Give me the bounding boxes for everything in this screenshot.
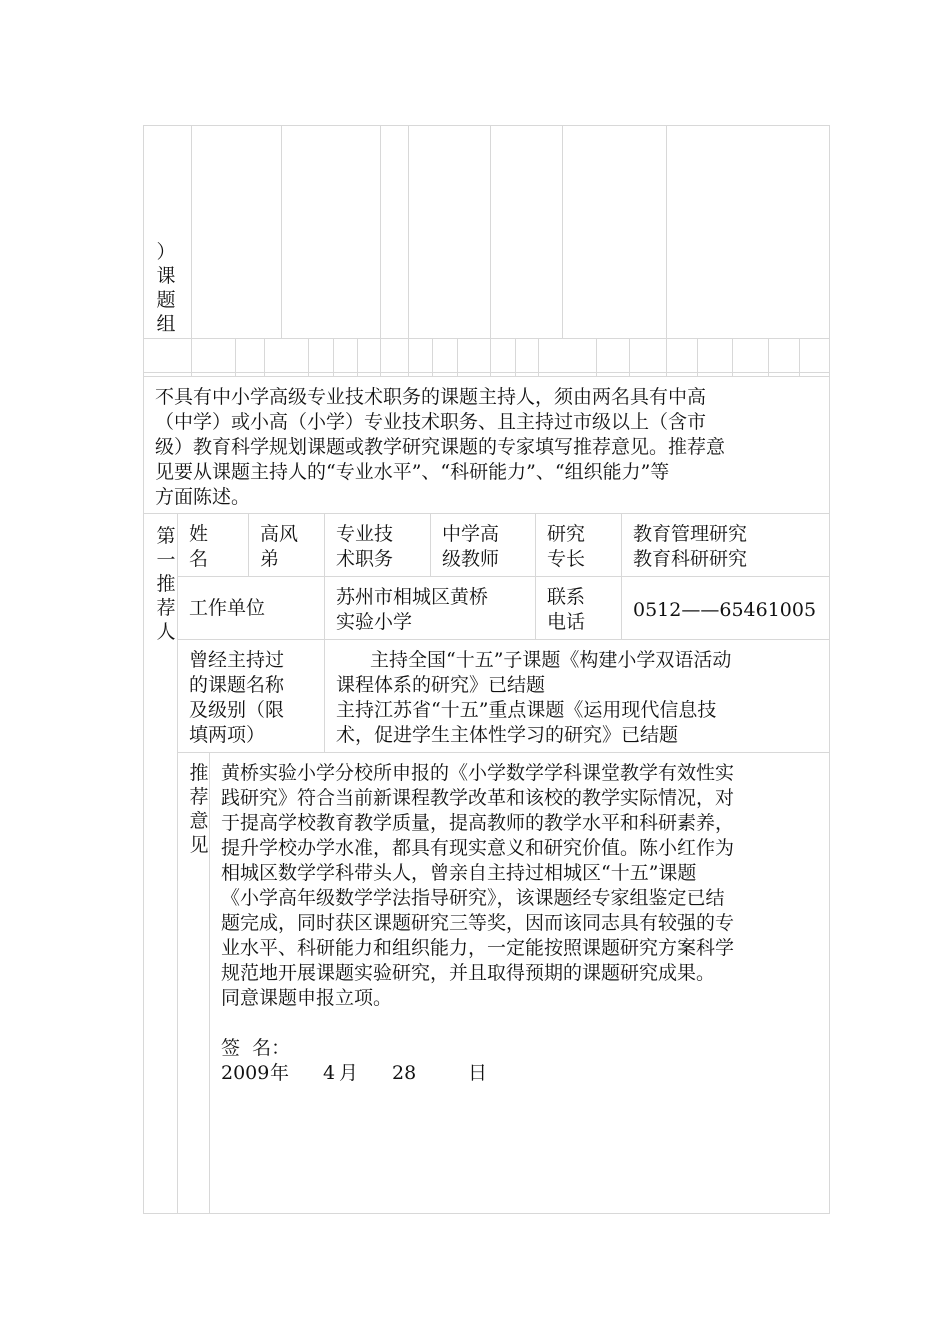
name-value: 高风 bbox=[260, 523, 299, 545]
specialty-label: 研究 bbox=[547, 523, 586, 545]
project-line: 术，促进学生主体性学习的研究》已结题 bbox=[336, 724, 679, 746]
col-line bbox=[191, 125, 192, 376]
project-line: 课程体系的研究》已结题 bbox=[336, 674, 546, 696]
label-char: 见 bbox=[189, 834, 209, 856]
col-line bbox=[324, 513, 325, 752]
label-char: 推 bbox=[189, 762, 209, 784]
opinion-line: 相城区数学学科带头人，曾亲自主持过相城区“十五”课题 bbox=[221, 862, 697, 884]
row-divider bbox=[177, 752, 830, 753]
label-char: 推 bbox=[156, 573, 176, 595]
projects-label: 填两项） bbox=[189, 724, 266, 746]
research-group-label bbox=[155, 240, 177, 336]
col-line bbox=[380, 125, 381, 338]
col-line bbox=[235, 338, 236, 376]
name-label: 姓 bbox=[189, 523, 209, 545]
table-border-right bbox=[829, 125, 830, 1214]
opinion-line: 题完成，同时获区课题研究三等奖，因而该同志具有较强的专 bbox=[221, 912, 735, 934]
specialty-value: 教育管理研究 bbox=[633, 523, 748, 545]
title-value: 级教师 bbox=[442, 548, 500, 570]
opinion-line: 同意课题申报立项。 bbox=[221, 987, 393, 1009]
label-char: 题 bbox=[156, 289, 176, 311]
col-line bbox=[408, 125, 409, 376]
name-value: 弟 bbox=[260, 548, 280, 570]
note-line: （中学）或小高（小学）专业技术职务、且主持过市级以上（含市 bbox=[155, 411, 707, 433]
specialty-value: 教育科研研究 bbox=[633, 548, 748, 570]
note-line: 见要从课题主持人的“专业水平”、“科研能力”、“组织能力”等 bbox=[155, 461, 670, 483]
date-month-unit: 月 bbox=[339, 1062, 359, 1084]
col-line bbox=[697, 338, 698, 376]
col-line bbox=[177, 513, 178, 1213]
note-line: 方面陈述。 bbox=[155, 486, 251, 508]
opinion-label bbox=[188, 761, 210, 857]
col-line bbox=[562, 125, 563, 338]
col-line bbox=[629, 338, 630, 376]
date-day-unit: 日 bbox=[468, 1062, 488, 1084]
label-char: 课 bbox=[156, 265, 176, 287]
col-line bbox=[248, 513, 249, 576]
date-month: 4 bbox=[323, 1062, 336, 1084]
col-line bbox=[281, 125, 282, 338]
col-line bbox=[380, 338, 381, 376]
label-char: 人 bbox=[156, 621, 176, 643]
opinion-line: 践研究》符合当前新课程教学改革和该校的教学实际情况，对 bbox=[221, 787, 735, 809]
projects-label: 及级别（限 bbox=[189, 699, 285, 721]
col-line bbox=[333, 338, 334, 376]
projects-label: 曾经主持过 bbox=[189, 649, 285, 671]
col-line bbox=[515, 338, 516, 376]
col-line bbox=[621, 513, 622, 639]
unit-value: 实验小学 bbox=[336, 611, 413, 633]
label-char: 一 bbox=[156, 549, 176, 571]
col-line bbox=[357, 338, 358, 376]
project-line: 主持江苏省“十五”重点课题《运用现代信息技 bbox=[336, 699, 717, 721]
col-line bbox=[308, 338, 309, 376]
col-line bbox=[666, 125, 667, 376]
col-line bbox=[457, 338, 458, 376]
projects-label: 的课题名称 bbox=[189, 674, 285, 696]
col-line bbox=[432, 338, 433, 376]
unit-label: 工作单位 bbox=[189, 597, 266, 619]
col-line bbox=[799, 338, 800, 376]
label-char: ） bbox=[156, 241, 176, 263]
project-line: 主持全国“十五”子课题《构建小学双语活动 bbox=[370, 649, 732, 671]
title-value: 中学高 bbox=[442, 523, 500, 545]
col-line bbox=[538, 338, 539, 376]
unit-value: 苏州市相城区黄桥 bbox=[336, 586, 489, 608]
opinion-line: 业水平、科研能力和组织能力，一定能按照课题研究方案科学 bbox=[221, 937, 735, 959]
date-year: 2009 bbox=[221, 1062, 270, 1084]
title-label: 专业技 bbox=[336, 523, 394, 545]
col-line bbox=[264, 338, 265, 376]
table-section-divider bbox=[143, 376, 830, 377]
col-line bbox=[768, 338, 769, 376]
row-divider bbox=[177, 576, 830, 577]
table-row-divider bbox=[143, 338, 830, 339]
phone-label: 联系 bbox=[547, 586, 586, 608]
table-row-divider bbox=[143, 372, 830, 373]
note-line: 级）教育科学规划课题或教学研究课题的专家填写推荐意见。推荐意 bbox=[155, 436, 726, 458]
col-line bbox=[732, 338, 733, 376]
col-line bbox=[535, 513, 536, 639]
col-line bbox=[596, 338, 597, 376]
label-char: 第 bbox=[156, 525, 176, 547]
label-char: 组 bbox=[156, 313, 176, 335]
phone-label: 电话 bbox=[547, 611, 586, 633]
title-label: 术职务 bbox=[336, 548, 394, 570]
label-char: 荐 bbox=[156, 597, 176, 619]
first-recommender-label bbox=[155, 524, 177, 644]
table-border-left bbox=[143, 125, 144, 1214]
opinion-line: 《小学高年级数学学法指导研究》，该课题经专家组鉴定已结 bbox=[221, 887, 725, 909]
col-line bbox=[490, 125, 491, 376]
note-line: 不具有中小学高级专业技术职务的课题主持人，须由两名具有中高 bbox=[155, 386, 707, 408]
phone-value: 0512——65461005 bbox=[633, 599, 817, 621]
label-char: 荐 bbox=[189, 786, 209, 808]
table-border-top bbox=[143, 125, 830, 126]
specialty-label: 专长 bbox=[547, 548, 586, 570]
opinion-line: 规范地开展课题实验研究，并且取得预期的课题研究成果。 bbox=[221, 962, 716, 984]
table-border-bottom bbox=[143, 1213, 830, 1214]
opinion-line: 提升学校办学水准，都具有现实意义和研究价值。陈小红作为 bbox=[221, 837, 735, 859]
signature-label: 签 名： bbox=[221, 1037, 291, 1059]
name-label: 名 bbox=[189, 548, 209, 570]
col-line bbox=[430, 513, 431, 576]
date-year-unit: 年 bbox=[270, 1062, 290, 1084]
date-day: 28 bbox=[392, 1062, 417, 1084]
section-divider bbox=[143, 513, 830, 514]
opinion-line: 于提高学校教育教学质量，提高教师的教学水平和科研素养， bbox=[221, 812, 735, 834]
label-char: 意 bbox=[189, 810, 209, 832]
opinion-line: 黄桥实验小学分校所申报的《小学数学学科课堂教学有效性实 bbox=[221, 762, 735, 784]
row-divider bbox=[177, 639, 830, 640]
